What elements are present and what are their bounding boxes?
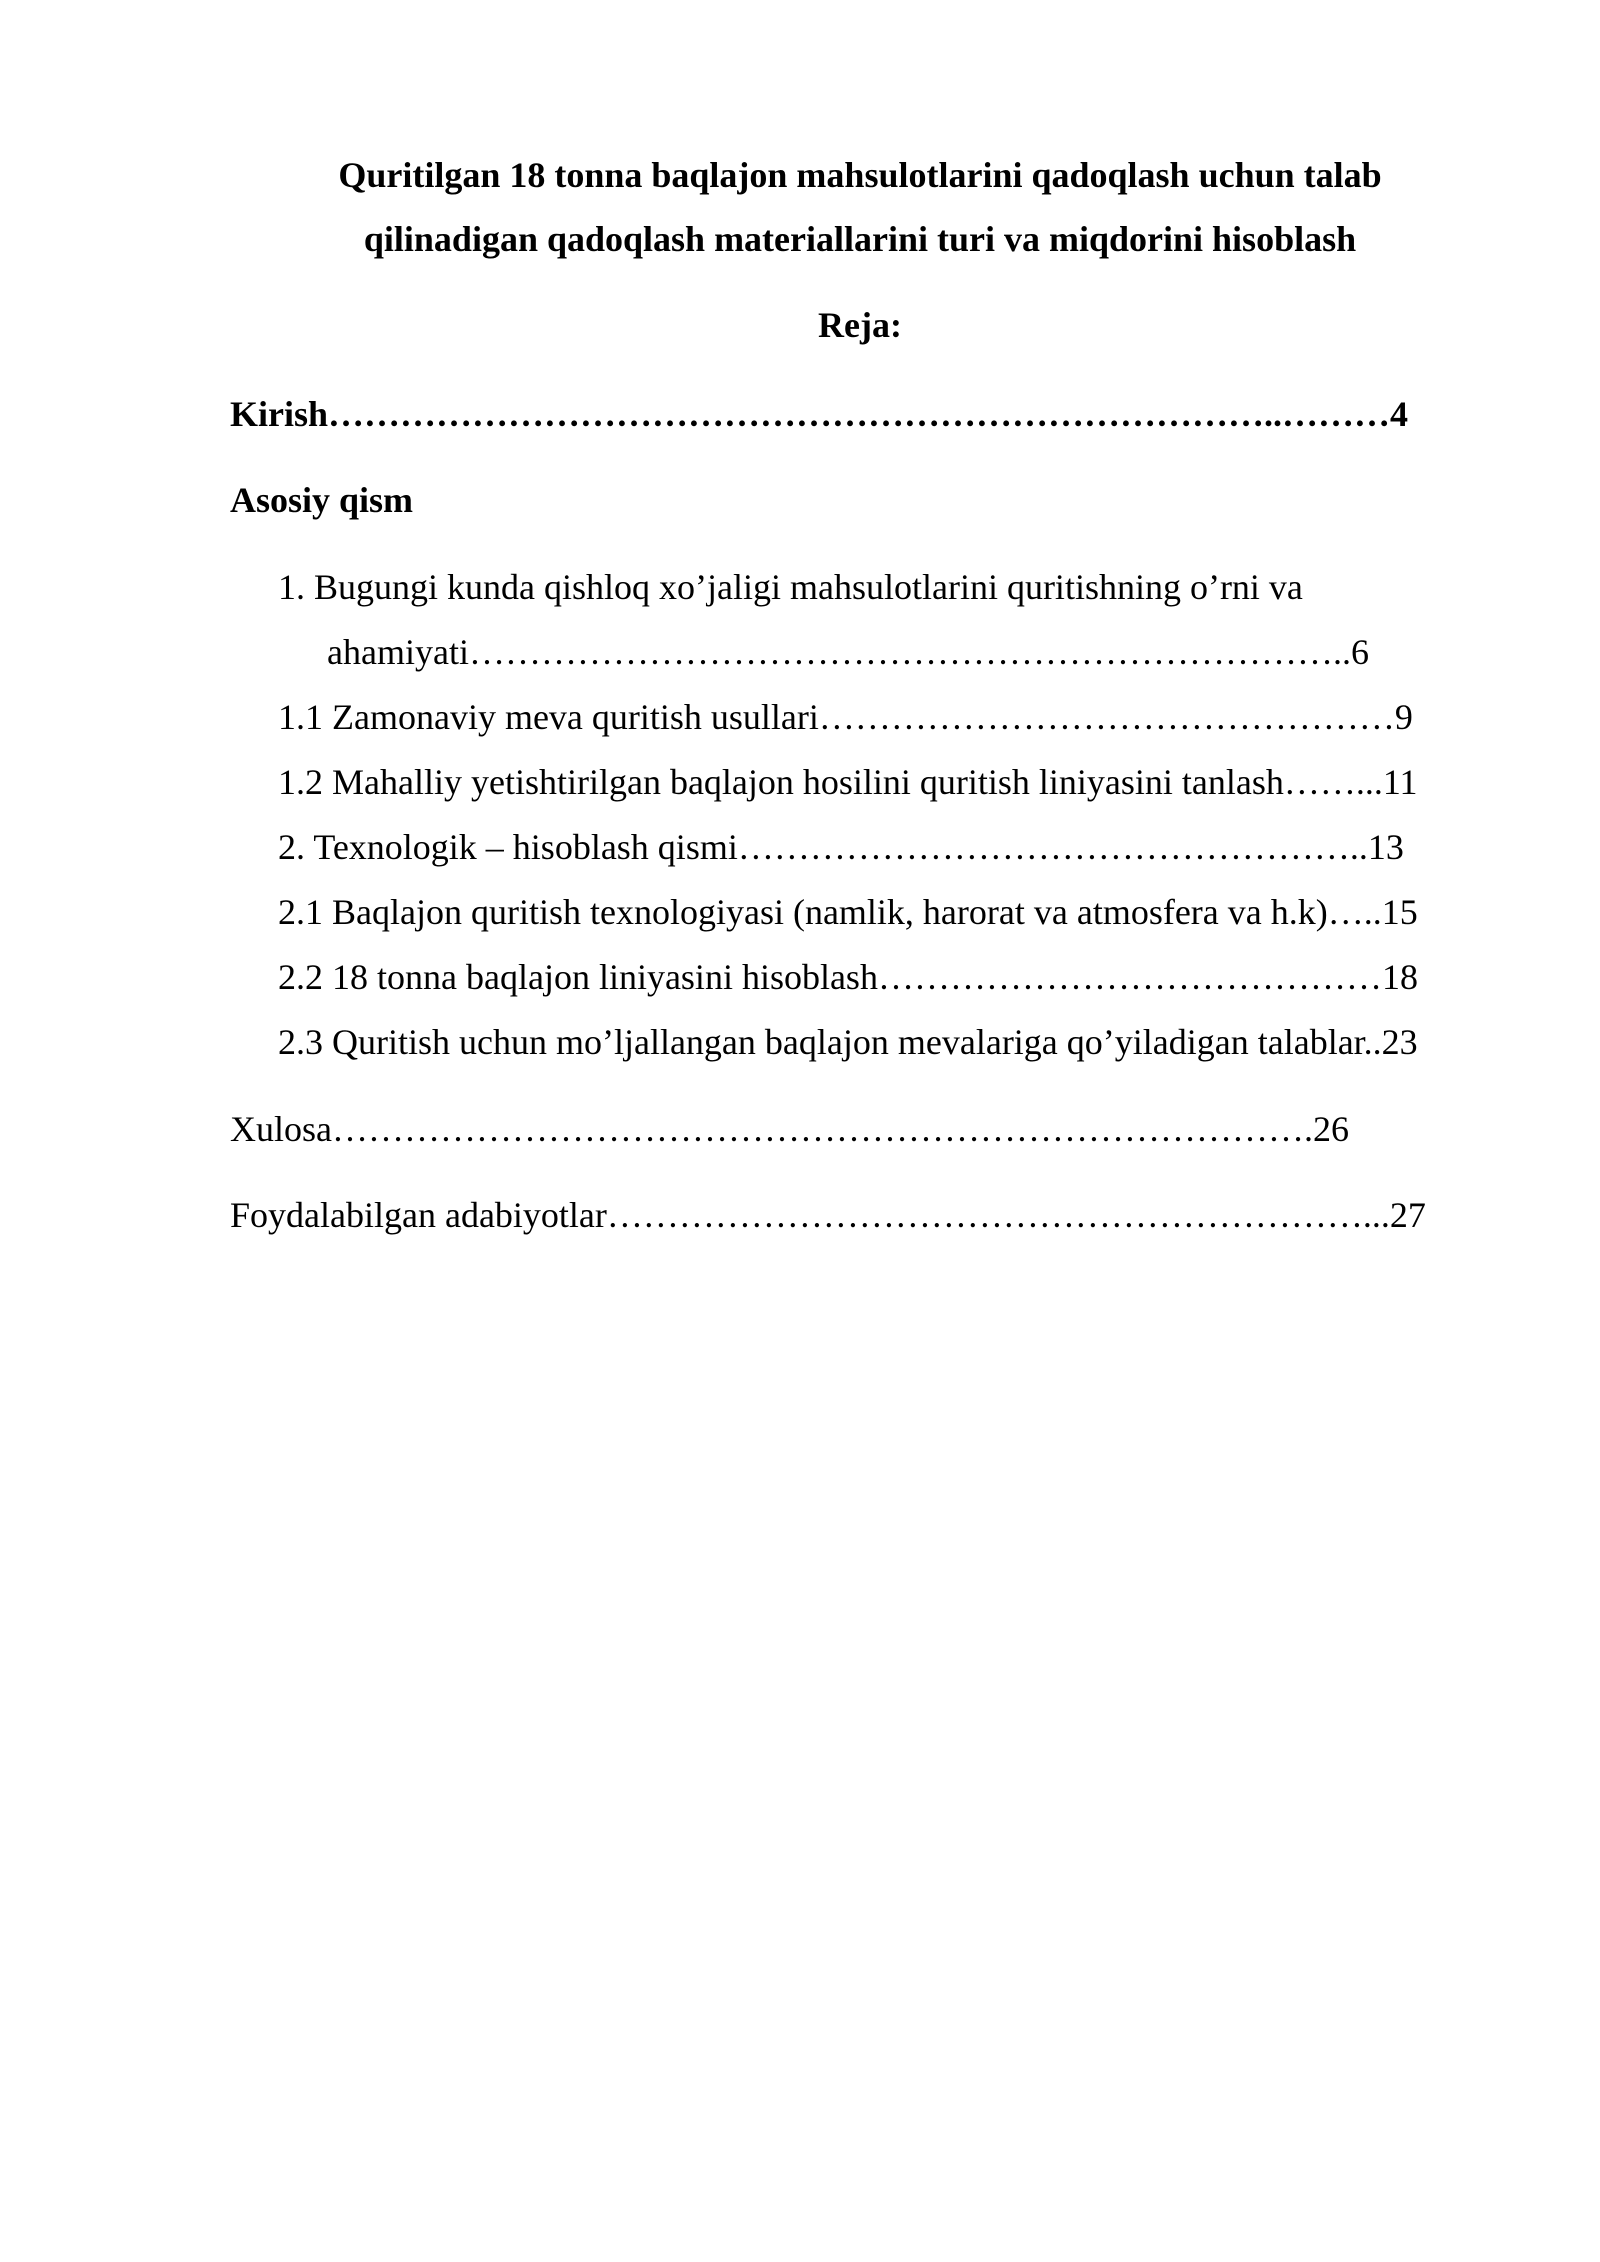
document-title [230, 143, 1490, 271]
toc-entry-1-1: 1.1 Zamonaviy meva quritish usullari…………………………………………9 [278, 697, 1413, 737]
toc-entry-2-1: 2.1 Baqlajon quritish texnologiyasi (namlik, harorat va atmosfera va h.k)…..15 [278, 892, 1418, 932]
toc-entry-2-3: 2.3 Quritish uchun mo’ljallangan baqlajon mevalariga qo’yiladigan talablar..23 [278, 1022, 1418, 1062]
toc-entry-1-2: 1.2 Mahalliy yetishtirilgan baqlajon hosilini quritish liniyasini tanlash……...11 [278, 762, 1418, 802]
toc-entry-1-line-2: ahamiyati………………………………………………………………..6 [327, 632, 1369, 672]
toc-entry-2-2: 2.2 18 tonna baqlajon liniyasini hisoblash……………………………………18 [278, 957, 1418, 997]
plan-heading: Reja: [818, 305, 902, 345]
title-line-1: Quritilgan 18 tonna baqlajon mahsulotlarini qadoqlash uchun talab [338, 155, 1382, 195]
toc-entry-adabiyotlar: Foydalabilgan adabiyotlar………………………………………………………...27 [230, 1195, 1426, 1235]
toc-entry-2: 2. Texnologik – hisoblash qismi……………………………………………..13 [278, 827, 1404, 867]
toc-entry-1-line-1: 1. Bugungi kunda qishloq xo’jaligi mahsulotlarini quritishning o’rni va [278, 567, 1303, 607]
toc-entry-xulosa: Xulosa……………………………………………………………………….26 [230, 1109, 1349, 1149]
toc-section-asosiy: Asosiy qism [230, 480, 414, 520]
title-line-2: qilinadigan qadoqlash materiallarini turi va miqdorini hisoblash [363, 219, 1357, 259]
toc-entry-kirish: Kirish……………………………………………………………………..………4 [230, 394, 1409, 434]
